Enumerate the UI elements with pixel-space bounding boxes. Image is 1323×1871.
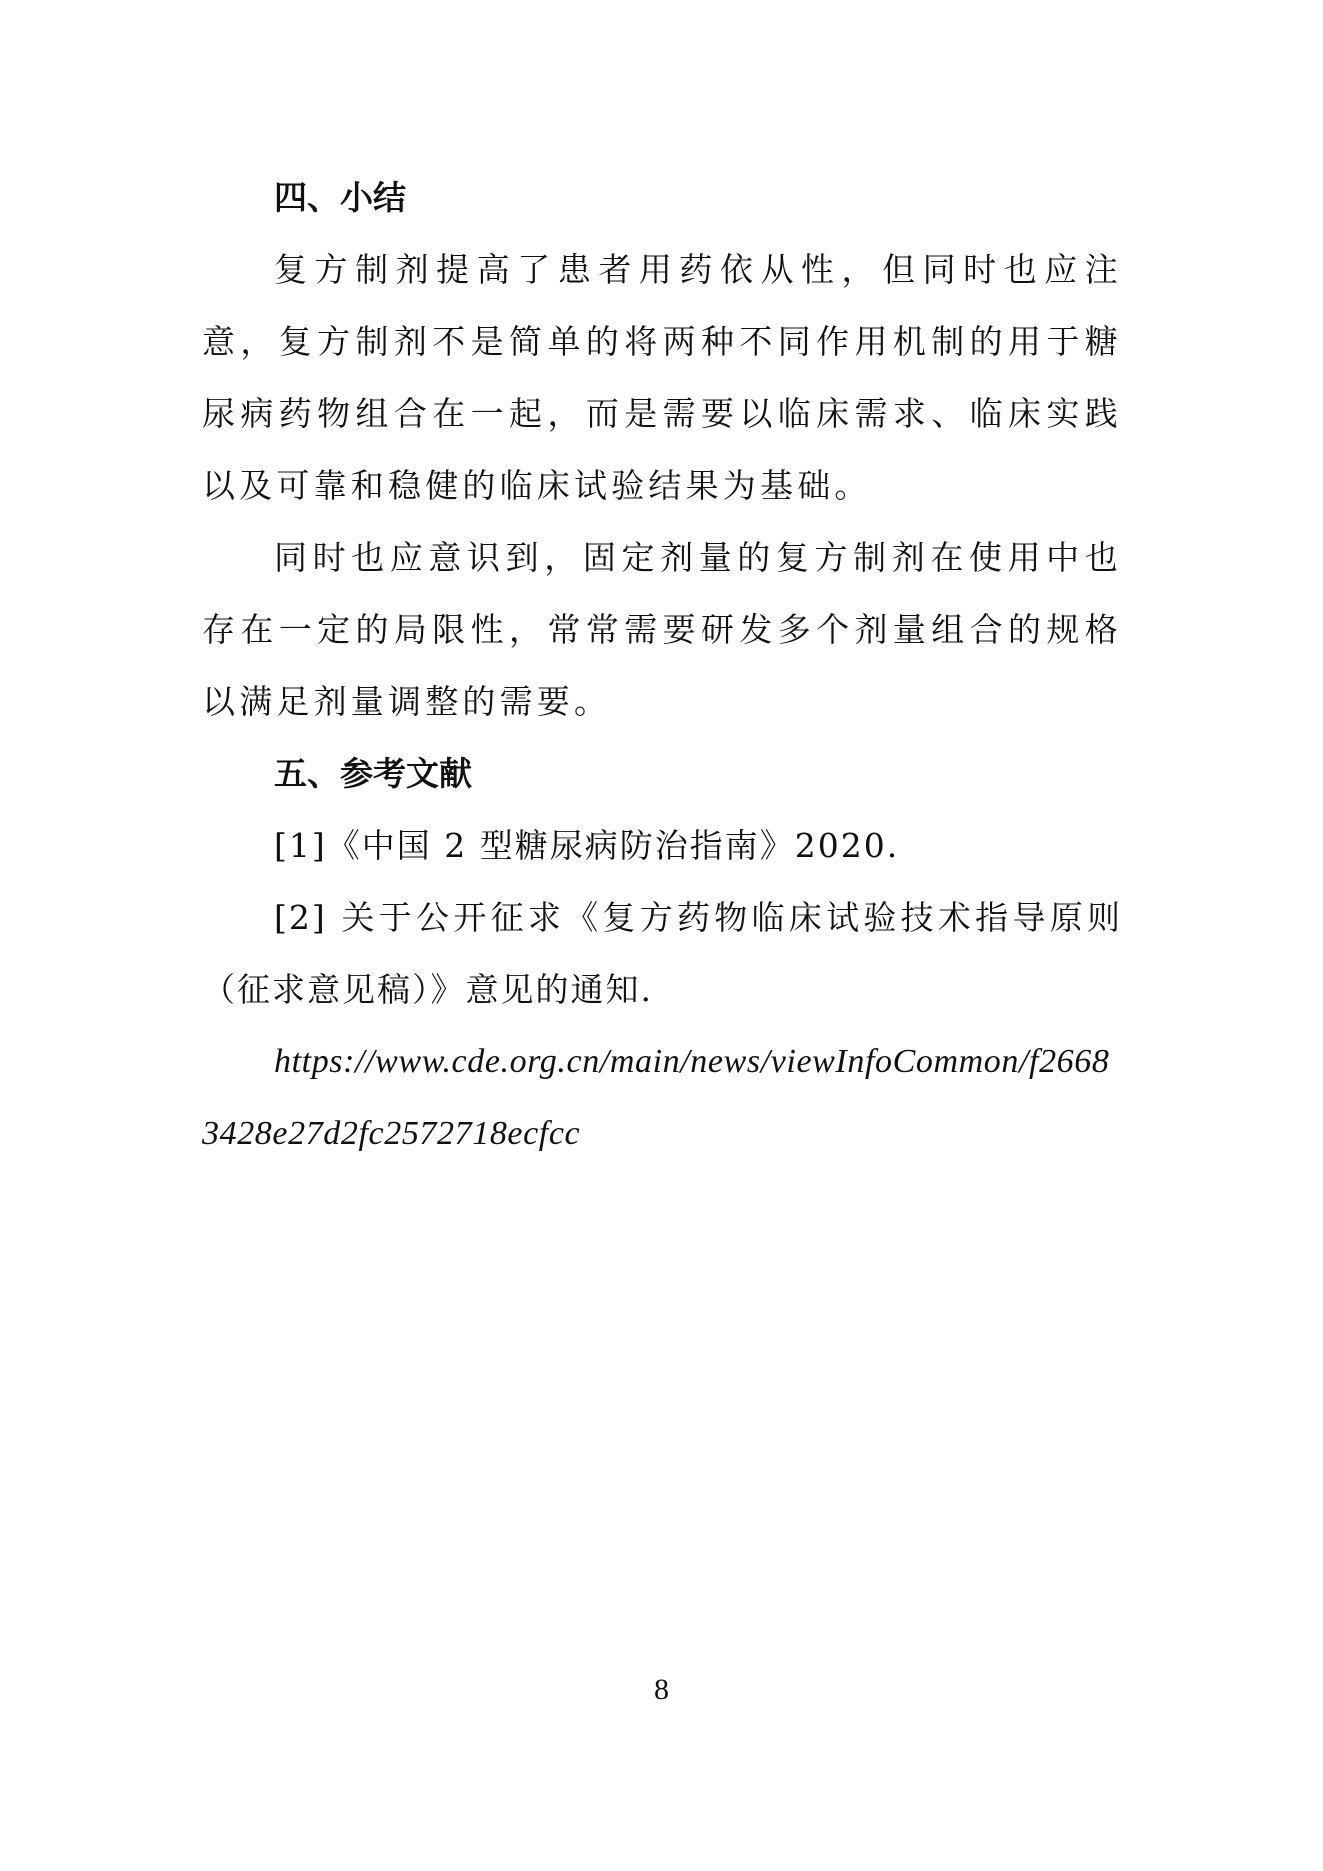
page-content xyxy=(202,162,1122,1170)
summary-paragraph-2: 同时也应意识到，固定剂量的复方制剂在使用中也存在一定的局限性，常常需要研发多个剂量组合的规格以满足剂量调整的需要。 xyxy=(202,538,1122,721)
section-heading-summary: 四、小结 xyxy=(274,178,406,217)
reference-item-2: [2] 关于公开征求《复方药物临床试验技术指导原则（征求意见稿）》意见的通知. xyxy=(202,898,1122,1009)
summary-paragraph-1: 复方制剂提高了患者用药依从性，但同时也应注意，复方制剂不是简单的将两种不同作用机制的用于糖尿病药物组合在一起，而是需要以临床需求、临床实践以及可靠和稳健的临床试验结果为基础。 xyxy=(202,250,1122,505)
page-number: 8 xyxy=(654,1673,669,1706)
reference-url-link[interactable]: https://www.cde.org.cn/main/news/viewInfoCommon/f26683428e27d2fc2572718ecfcc xyxy=(202,1043,1110,1152)
section-heading-references: 五、参考文献 xyxy=(274,754,472,793)
reference-item-1: [1]《中国 2 型糖尿病防治指南》2020. xyxy=(274,826,900,865)
